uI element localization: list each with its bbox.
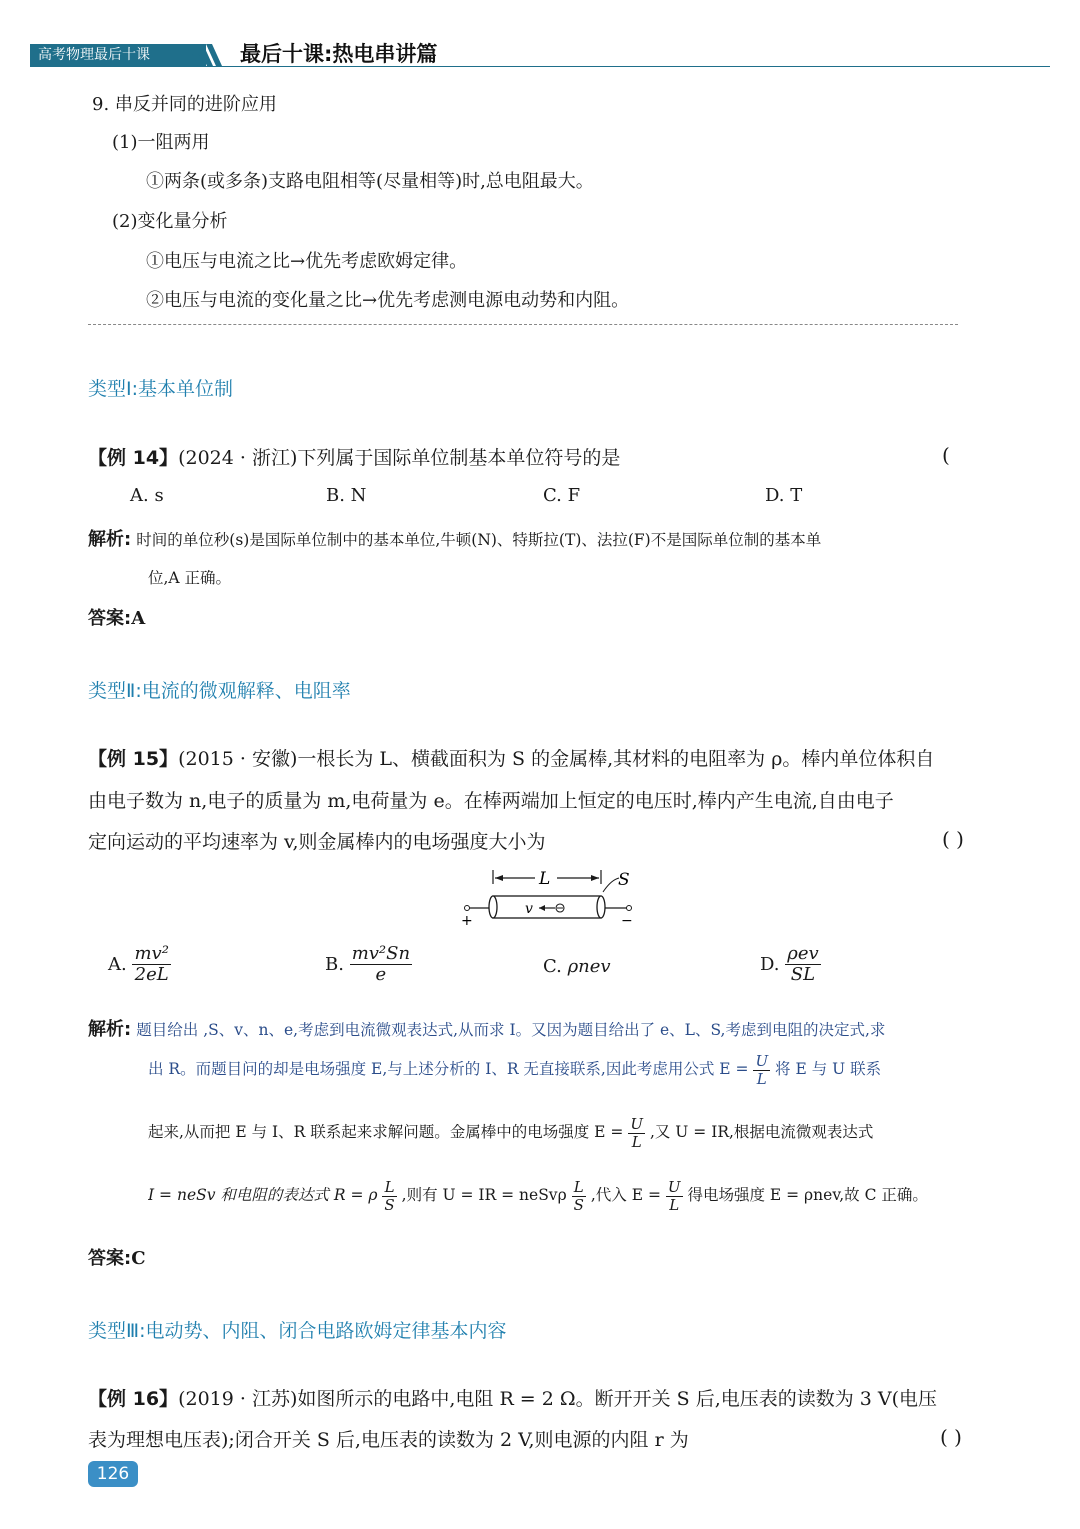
example15-answer-value: C xyxy=(131,1248,146,1269)
example14-option-d: D. T xyxy=(765,485,803,506)
analysis4-frac3-num: U xyxy=(667,1179,681,1196)
example15-answer-label: 答案: xyxy=(88,1248,132,1269)
intro-sub1: (1)一阻两用 xyxy=(112,132,210,153)
intro-heading: 9. 串反并同的进阶应用 xyxy=(92,94,277,115)
example14-answer-paren: ( xyxy=(942,443,950,467)
option-a-label: A. xyxy=(108,953,127,975)
option-d-fraction xyxy=(785,944,820,985)
example15-analysis-line2 xyxy=(148,1053,998,1087)
header-rule xyxy=(30,66,1050,67)
example15-option-c xyxy=(543,956,611,977)
analysis2-text-a: 出 R。而题目问的却是电场强度 E,与上述分析的 I、R 无直接联系,因此考虑用公式 E = xyxy=(148,1060,749,1078)
type3-heading: 类型Ⅲ:电动势、内阻、闭合电路欧姆定律基本内容 xyxy=(88,1320,507,1342)
example14-option-c: C. F xyxy=(543,485,581,506)
example14-analysis-line2: 位,A 正确。 xyxy=(148,569,232,587)
metal-rod-figure xyxy=(455,862,645,932)
example15-analysis-line1 xyxy=(88,1015,998,1041)
example15-analysis-line4 xyxy=(148,1179,998,1213)
analysis3-text-a: 起来,从而把 E 与 I、R 联系起来求解问题。金属棒中的电场强度 E = xyxy=(148,1123,624,1141)
analysis3-frac-num: U xyxy=(630,1116,643,1133)
terminal-minus: − xyxy=(621,913,633,929)
label-S: S xyxy=(618,870,630,890)
example16-answer-paren: ( ) xyxy=(940,1425,962,1449)
analysis4-frac2 xyxy=(572,1179,586,1213)
example15-label: 【例 15】 xyxy=(88,748,179,770)
option-b-denominator: e xyxy=(375,963,387,985)
type1-heading: 类型Ⅰ:基本单位制 xyxy=(88,378,234,400)
option-a-denominator: 2eL xyxy=(134,963,169,985)
analysis4-text-d: 得电场强度 E = ρnev,故 C 正确。 xyxy=(687,1186,928,1204)
page-number: 126 xyxy=(88,1461,138,1487)
analysis3-frac-den: L xyxy=(631,1132,642,1150)
example14-answer-value: A xyxy=(131,608,146,629)
example14-option-a: A. s xyxy=(130,485,164,506)
example14-stem xyxy=(88,443,1008,470)
analysis4-frac1-den: S xyxy=(384,1195,395,1213)
analysis4-text-a: I = neSv 和电阻的表达式 R = ρ xyxy=(148,1186,378,1204)
terminal-plus: + xyxy=(461,913,473,929)
option-b-numerator: mv²Sn xyxy=(351,943,411,964)
type2-heading: 类型Ⅱ:电流的微观解释、电阻率 xyxy=(88,680,351,702)
header-band-label: 高考物理最后十课 xyxy=(30,44,206,66)
example14-answer xyxy=(88,604,145,630)
analysis4-frac2-num: L xyxy=(572,1179,586,1197)
analysis3-frac xyxy=(628,1116,645,1150)
analysis2-text-b: 将 E 与 U 联系 xyxy=(775,1060,882,1078)
option-a-numerator: mv² xyxy=(134,943,169,964)
intro-sub2-item2: ②电压与电流的变化量之比→优先考虑测电源电动势和内阻。 xyxy=(146,290,630,311)
header-stripes-icon xyxy=(188,42,228,68)
intro-sub1-item1: ①两条(或多条)支路电阻相等(尽量相等)时,总电阻最大。 xyxy=(146,171,594,192)
option-d-numerator: ρev xyxy=(787,943,819,964)
example14-analysis-label: 解析: xyxy=(88,529,132,550)
example15-answer-paren: ( ) xyxy=(942,827,964,851)
example15-line1 xyxy=(88,744,998,771)
example15-line3: 定向运动的平均速率为 v,则金属棒内的电场强度大小为 xyxy=(88,831,546,853)
example15-analysis-line3 xyxy=(148,1116,998,1150)
label-L: L xyxy=(539,869,551,889)
analysis2-frac-num: U xyxy=(755,1053,769,1070)
analysis4-text-c: ,代入 E = xyxy=(590,1186,661,1204)
example14-analysis xyxy=(88,525,998,551)
example15-option-b xyxy=(325,944,412,985)
intro-sub2: (2)变化量分析 xyxy=(112,211,228,232)
example16-label: 【例 16】 xyxy=(88,1388,179,1410)
example14-analysis-line1: 时间的单位秒(s)是国际单位制中的基本单位,牛顿(N)、特斯拉(T)、法拉(F)不是国际单位制的基本单 xyxy=(136,531,822,549)
example16-line1-text: (2019 · 江苏)如图所示的电路中,电阻 R = 2 Ω。断开开关 S 后,电压表的读数为 3 V(电压 xyxy=(178,1388,938,1410)
option-c-text: ρnev xyxy=(567,956,611,977)
example15-analysis-label: 解析: xyxy=(88,1019,132,1040)
example14-label: 【例 14】 xyxy=(88,447,179,469)
option-b-label: B. xyxy=(325,953,344,975)
analysis4-frac3 xyxy=(666,1179,683,1213)
example16-line1 xyxy=(88,1384,998,1411)
analysis3-text-b: ,又 U = IR,根据电流微观表达式 xyxy=(649,1123,874,1141)
example16-line2: 表为理想电压表);闭合开关 S 后,电压表的读数为 2 V,则电源的内阻 r 为 xyxy=(88,1429,689,1451)
header-title: 最后十课:热电串讲篇 xyxy=(240,42,438,66)
example15-option-d xyxy=(760,944,821,985)
label-v: v xyxy=(525,901,533,917)
option-a-fraction xyxy=(132,944,170,985)
example14-text: (2024 · 浙江)下列属于国际单位制基本单位符号的是 xyxy=(178,447,621,469)
example15-answer xyxy=(88,1244,146,1270)
example14-answer-label: 答案: xyxy=(88,608,132,629)
option-c-label: C. xyxy=(543,956,562,977)
analysis4-frac2-den: S xyxy=(573,1195,584,1213)
analysis4-frac3-den: L xyxy=(669,1195,680,1213)
analysis4-frac1-num: L xyxy=(382,1179,396,1197)
example15-option-a xyxy=(108,944,171,985)
example14-option-b: B. N xyxy=(326,485,367,506)
option-d-label: D. xyxy=(760,953,780,975)
option-b-fraction xyxy=(350,944,412,985)
dashed-divider xyxy=(88,324,958,325)
analysis4-text-b: ,则有 U = IR = neSvρ xyxy=(401,1186,567,1204)
page-header xyxy=(0,0,1080,80)
analysis2-frac xyxy=(753,1053,770,1087)
intro-sub2-item1: ①电压与电流之比→优先考虑欧姆定律。 xyxy=(146,251,468,272)
example15-analysis-text1: 题目给出 ,S、v、n、e,考虑到电流微观表达式,从而求 I。又因为题目给出了 e、L、S,考虑到电阻的决定式,求 xyxy=(136,1021,886,1039)
example15-line1-text: (2015 · 安徽)一根长为 L、横截面积为 S 的金属棒,其材料的电阻率为 ρ。棒内单位体积自 xyxy=(178,748,935,770)
option-d-denominator: SL xyxy=(790,963,816,985)
analysis2-frac-den: L xyxy=(756,1069,767,1087)
analysis4-frac1 xyxy=(382,1179,396,1213)
example15-line2: 由电子数为 n,电子的质量为 m,电荷量为 e。在棒两端加上恒定的电压时,棒内产生电流,自由电子 xyxy=(88,790,894,812)
